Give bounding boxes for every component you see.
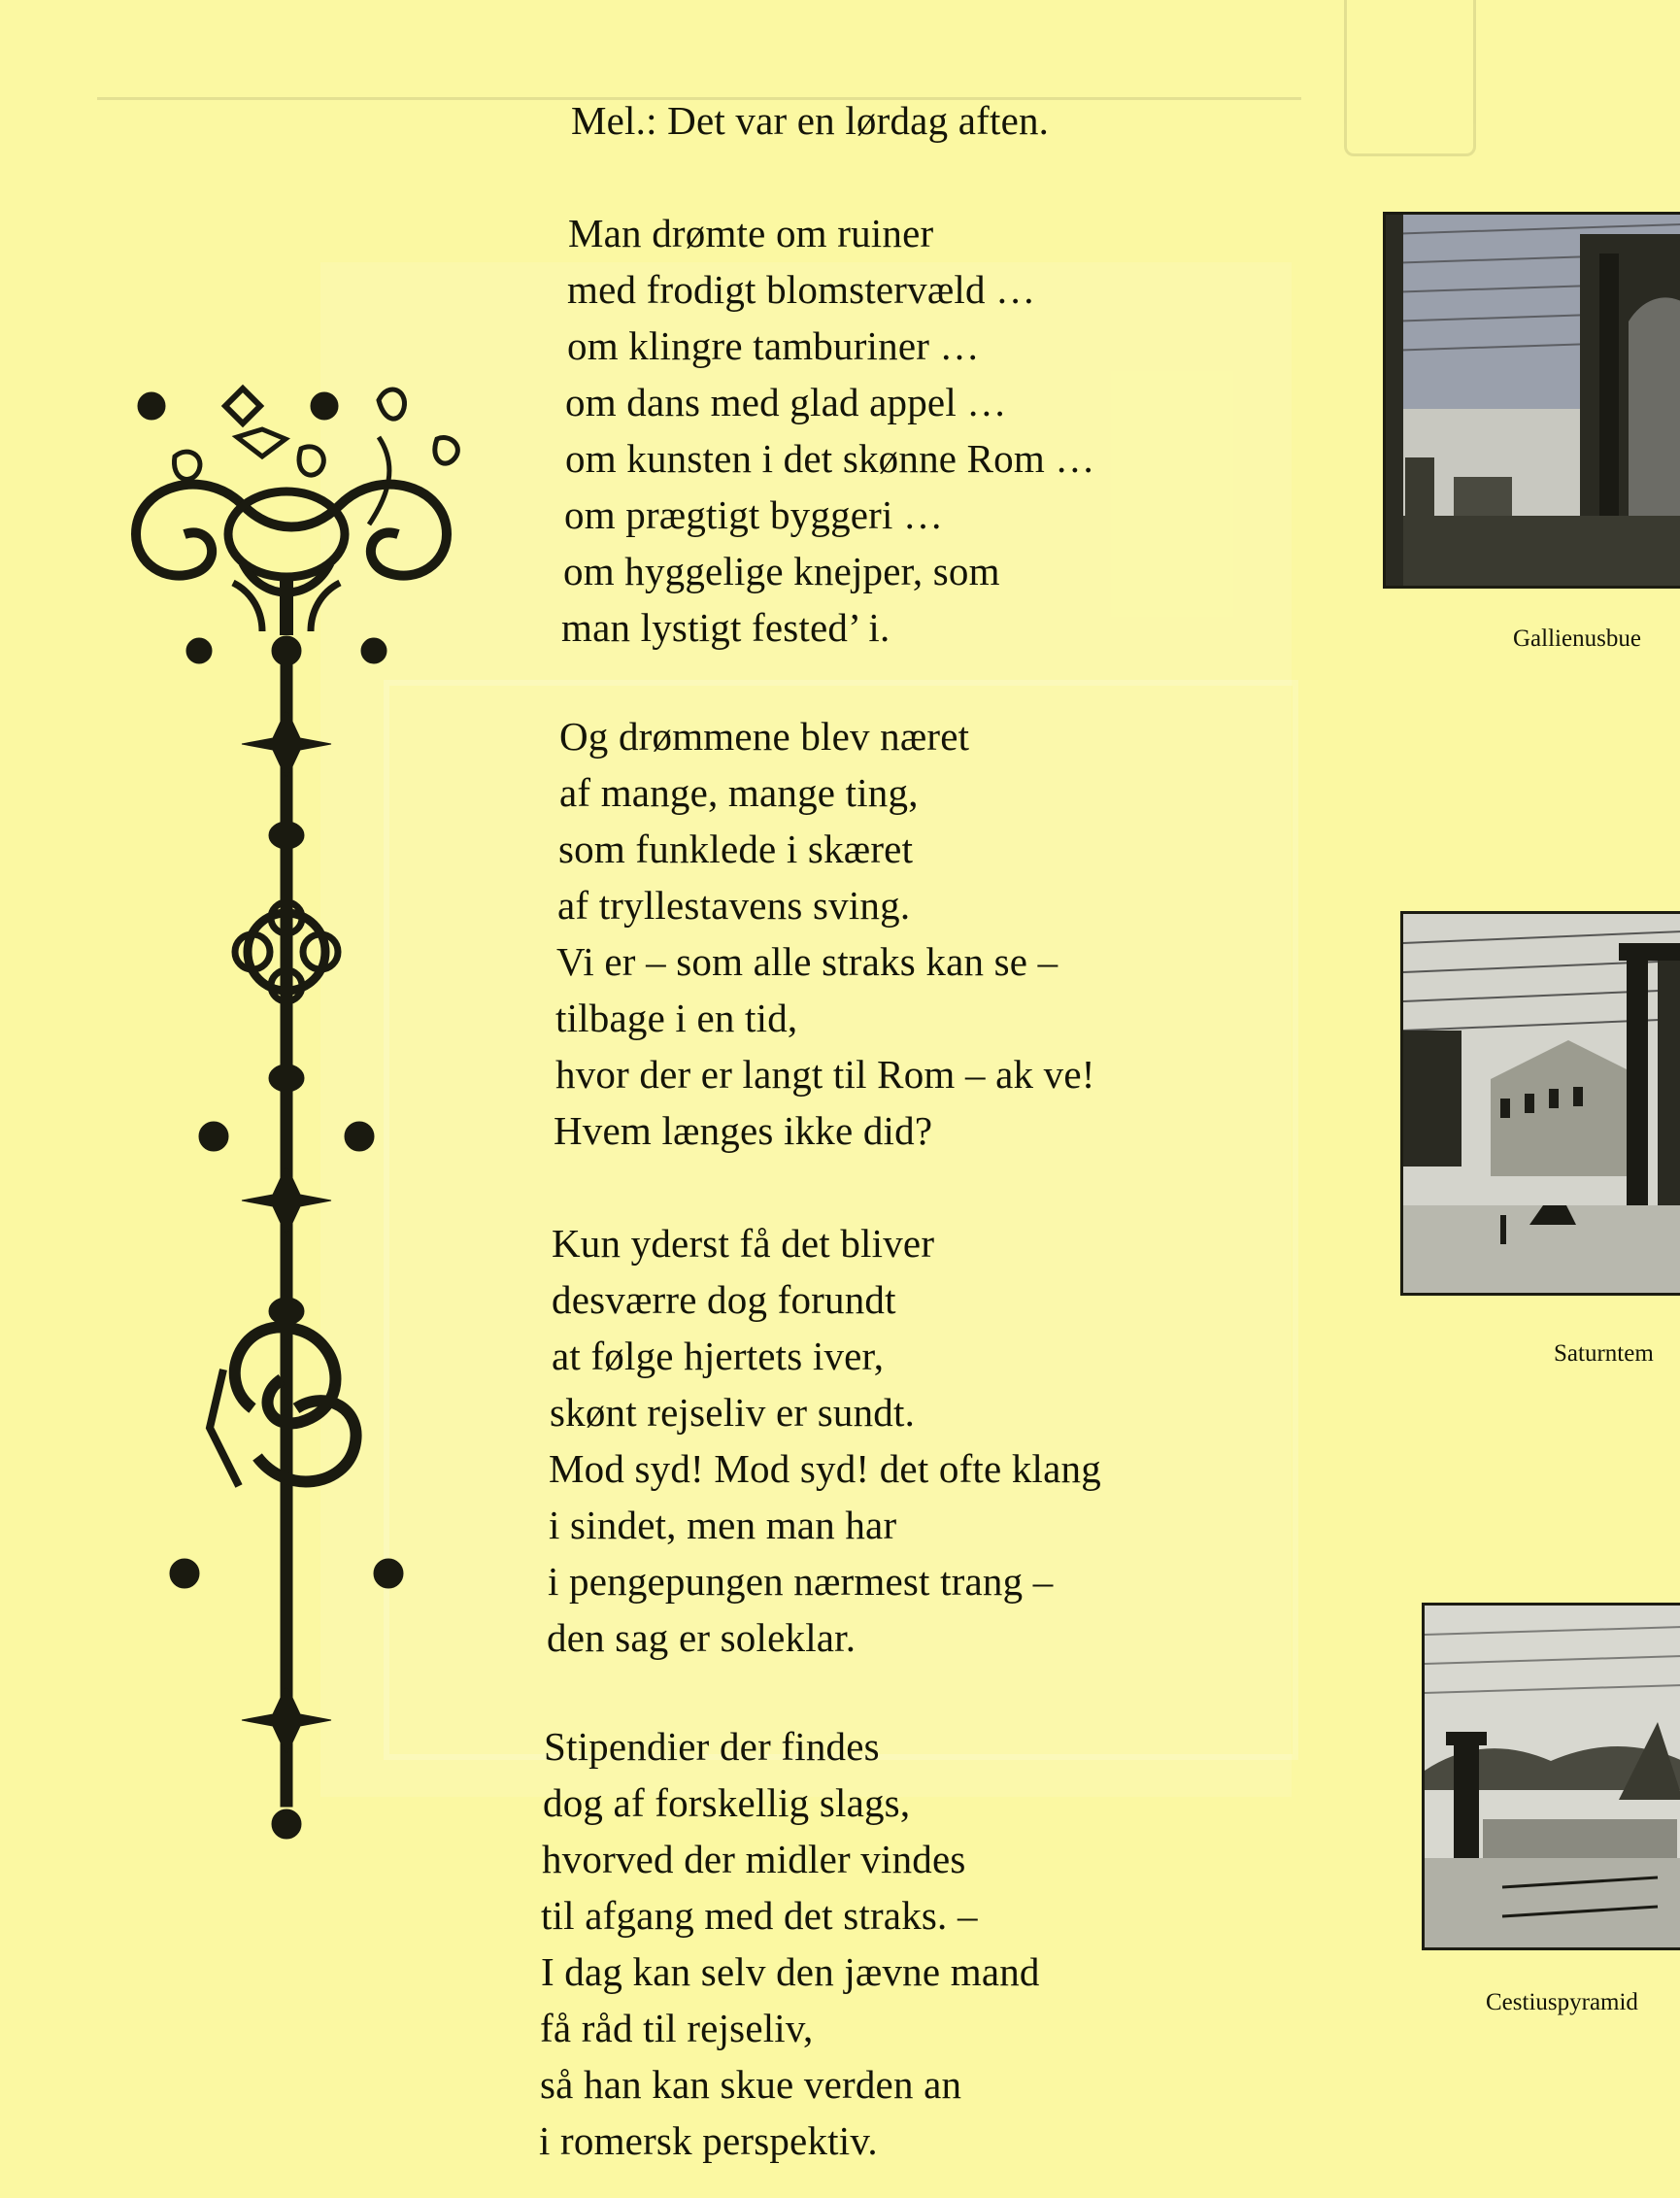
poem-line: Vi er – som alle straks kan se – — [556, 939, 1058, 984]
poem-line: i sindet, men man har — [549, 1503, 897, 1547]
poem-line: med frodigt blomstervæld … — [567, 267, 1036, 312]
poem-line: af tryllestavens sving. — [557, 883, 911, 928]
poem-line: i romersk perspektiv. — [539, 2118, 878, 2163]
caption-saturntem: Saturntem — [1554, 1340, 1654, 1367]
poem-line: i pengepungen nærmest trang – — [548, 1559, 1054, 1604]
poem-line: den sag er soleklar. — [547, 1615, 857, 1660]
poem-line: få råd til rejseliv, — [540, 2006, 814, 2050]
poem-line: dog af forskellig slags, — [543, 1780, 911, 1825]
poem-line: hvorved der midler vindes — [542, 1837, 966, 1881]
engraving-arch — [1383, 212, 1680, 589]
poem-line: desværre dog forundt — [552, 1277, 896, 1322]
poem-line: om prægtigt byggeri … — [564, 492, 944, 537]
caption-gallienusbue: Gallienusbue — [1513, 626, 1641, 652]
poem-line: om hyggelige knejper, som — [563, 549, 1000, 593]
poem-line: Og drømmene blev næret — [559, 714, 970, 759]
poem-line: I dag kan selv den jævne mand — [541, 1949, 1040, 1994]
poem-line: man lystigt fested’ i. — [561, 605, 890, 650]
caption-cestiuspyramid: Cestiuspyramid — [1486, 1989, 1638, 2015]
engraving-pyramid — [1422, 1603, 1680, 1950]
poem-line: til afgang med det straks. – — [541, 1893, 978, 1938]
poem-line: Stipendier der findes — [544, 1724, 880, 1769]
melody-line: Mel.: Det var en lørdag aften. — [571, 98, 1050, 143]
poem-line: Kun yderst få det bliver — [552, 1221, 935, 1266]
poem-line: hvor der er langt til Rom – ak ve! — [555, 1052, 1095, 1097]
poem-line: at følge hjertets iver, — [552, 1334, 885, 1378]
poem-line: Mod syd! Mod syd! det ofte klang — [549, 1446, 1101, 1491]
poem-line: som funklede i skæret — [558, 827, 914, 871]
poem-line: Hvem længes ikke did? — [554, 1108, 933, 1153]
poem-line: om klingre tamburiner … — [567, 323, 980, 368]
poem-line: tilbage i en tid, — [555, 996, 798, 1040]
poem-line: af mange, mange ting, — [559, 770, 919, 815]
poem-line: om kunsten i det skønne Rom … — [565, 436, 1095, 481]
engraving-temple — [1400, 911, 1680, 1296]
show-through-logo — [1344, 0, 1476, 156]
poem-line: så han kan skue verden an — [540, 2062, 962, 2107]
poem-line: skønt rejseliv er sundt. — [550, 1390, 916, 1435]
poem-line: om dans med glad appel … — [565, 380, 1007, 424]
poem-line: Man drømte om ruiner — [568, 211, 934, 255]
